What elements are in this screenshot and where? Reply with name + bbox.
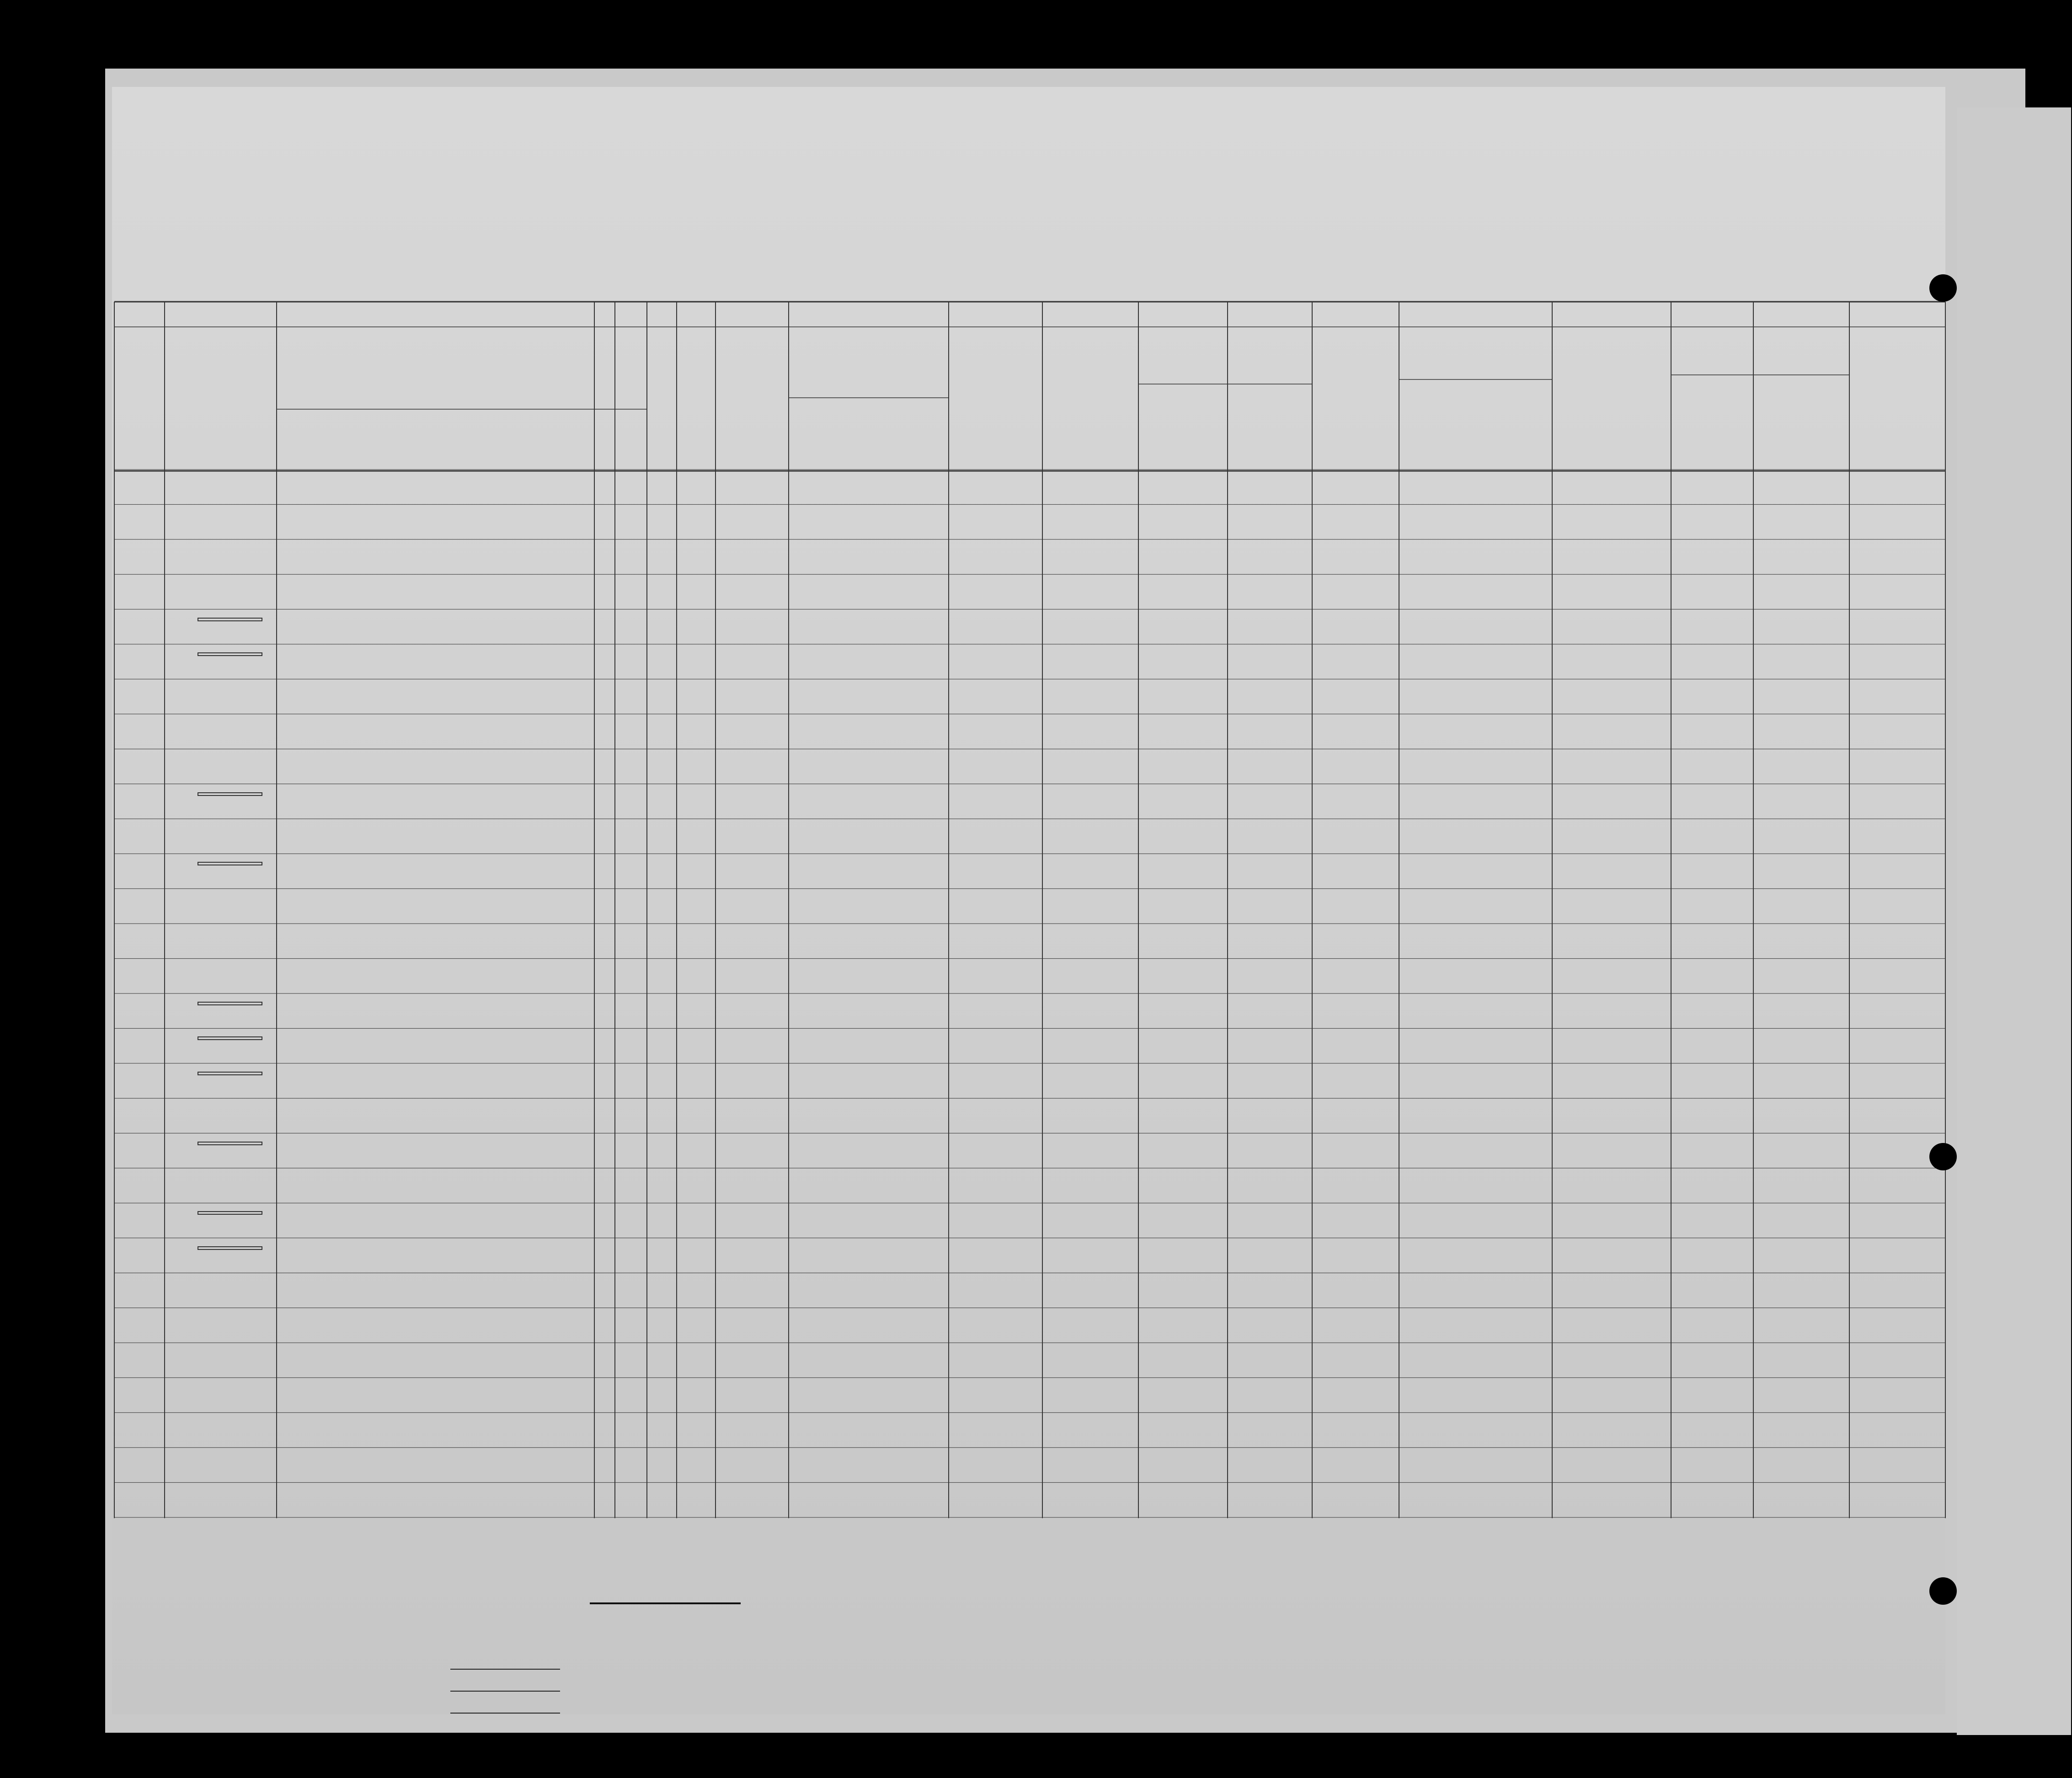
head-tax-stamp: [198, 1072, 262, 1075]
head-tax-stamp: [198, 862, 262, 865]
head-tax-stamp: [198, 618, 262, 621]
head-tax-stamp: [198, 1211, 262, 1215]
punch-hole: [1929, 1143, 1957, 1170]
head-tax-stamp: [198, 1036, 262, 1040]
head-tax-stamp: [198, 1142, 262, 1145]
punch-hole: [1929, 274, 1957, 302]
total-rule-1: [450, 1669, 560, 1670]
head-tax-stamp: [198, 652, 262, 656]
purser-line: [590, 1602, 741, 1604]
head-tax-stamp: [198, 1246, 262, 1250]
head-tax-stamp: [198, 1002, 262, 1005]
total-rule-2: [450, 1691, 560, 1692]
total-rule-3: [450, 1713, 560, 1714]
head-tax-stamp: [198, 792, 262, 796]
punch-hole: [1929, 1577, 1957, 1605]
